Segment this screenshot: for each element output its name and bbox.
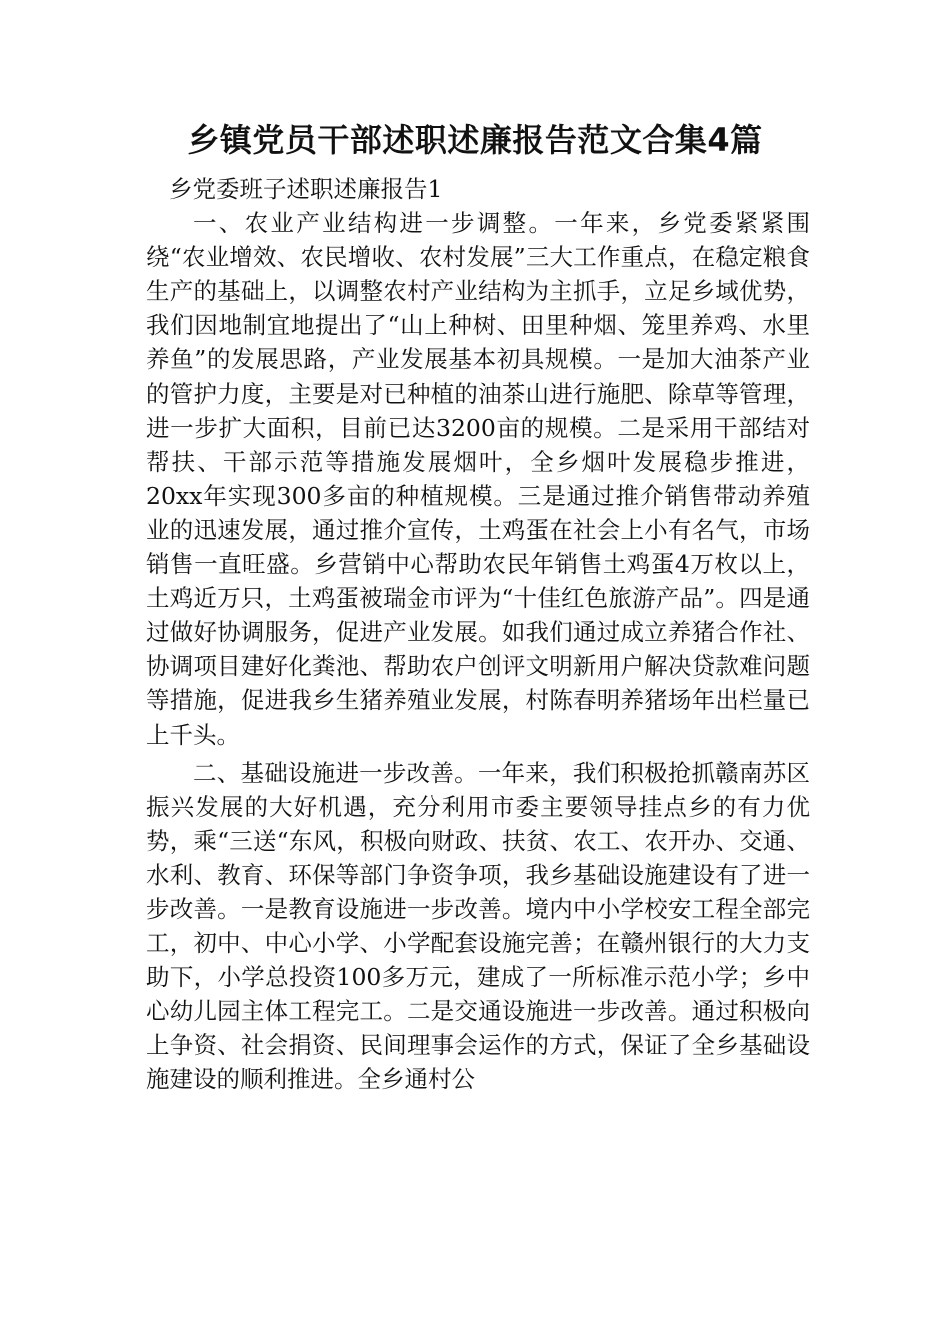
document-title: 乡镇党员干部述职述廉报告范文合集4篇 [187, 121, 763, 159]
paragraph-infrastructure: 二、基础设施进一步改善。一年来，我们积极抢抓赣南苏区振兴发展的大好机遇，充分利用市委主要领导挂点乡的有力优势，乘“三送“东风，积极向财政、扶贫、农工、农开办、交通、水利、教育、环保等部门争资争项，我乡基础设施建设有了进一步改善。一是教育设施进一步改善。境内中小学校安工程全部完工，初中、中心小学、小学配套设施完善；在赣州银行的大力支助下，小学总投资100多万元，建成了一所标准示范小学；乡中心幼儿园主体工程完工。二是交通设施进一步改善。通过积极向上争资、社会捐资、民间理事会运作的方式，保证了全乡基础设施建设的顺利推进。全乡通村公 [146, 758, 810, 1094]
document-body [146, 172, 810, 1097]
paragraph-agriculture: 一、农业产业结构进一步调整。一年来，乡党委紧紧围绕“农业增效、农民增收、农村发展”三大工作重点，在稳定粮食生产的基础上，以调整农村产业结构为主抓手，立足乡域优势，我们因地制宜地提出了“山上种树、田里种烟、笼里养鸡、水里养鱼”的发展思路，产业发展基本初具规模。一是加大油茶产业的管护力度，主要是对已种植的油茶山进行施肥、除草等管理，进一步扩大面积，目前已达3200亩的规模。二是采用干部结对帮扶、干部示范等措施发展烟叶，全乡烟叶发展稳步推进，20xx年实现300多亩的种植规模。三是通过推介销售带动养殖业的迅速发展，通过推介宣传，土鸡蛋在社会上小有名气，市场销售一直旺盛。乡营销中心帮助农民年销售土鸡蛋4万枚以上，土鸡近万只，土鸡蛋被瑞金市评为“十佳红色旅游产品”。四是通过做好协调服务，促进产业发展。如我们通过成立养猪合作社、协调项目建好化粪池、帮助农户创评文明新用户解决贷款难问题等措施，促进我乡生猪养殖业发展，村陈春明养猪场年出栏量已上千头。 [146, 209, 810, 749]
section-subtitle: 乡党委班子述职述廉报告1 [169, 175, 443, 203]
